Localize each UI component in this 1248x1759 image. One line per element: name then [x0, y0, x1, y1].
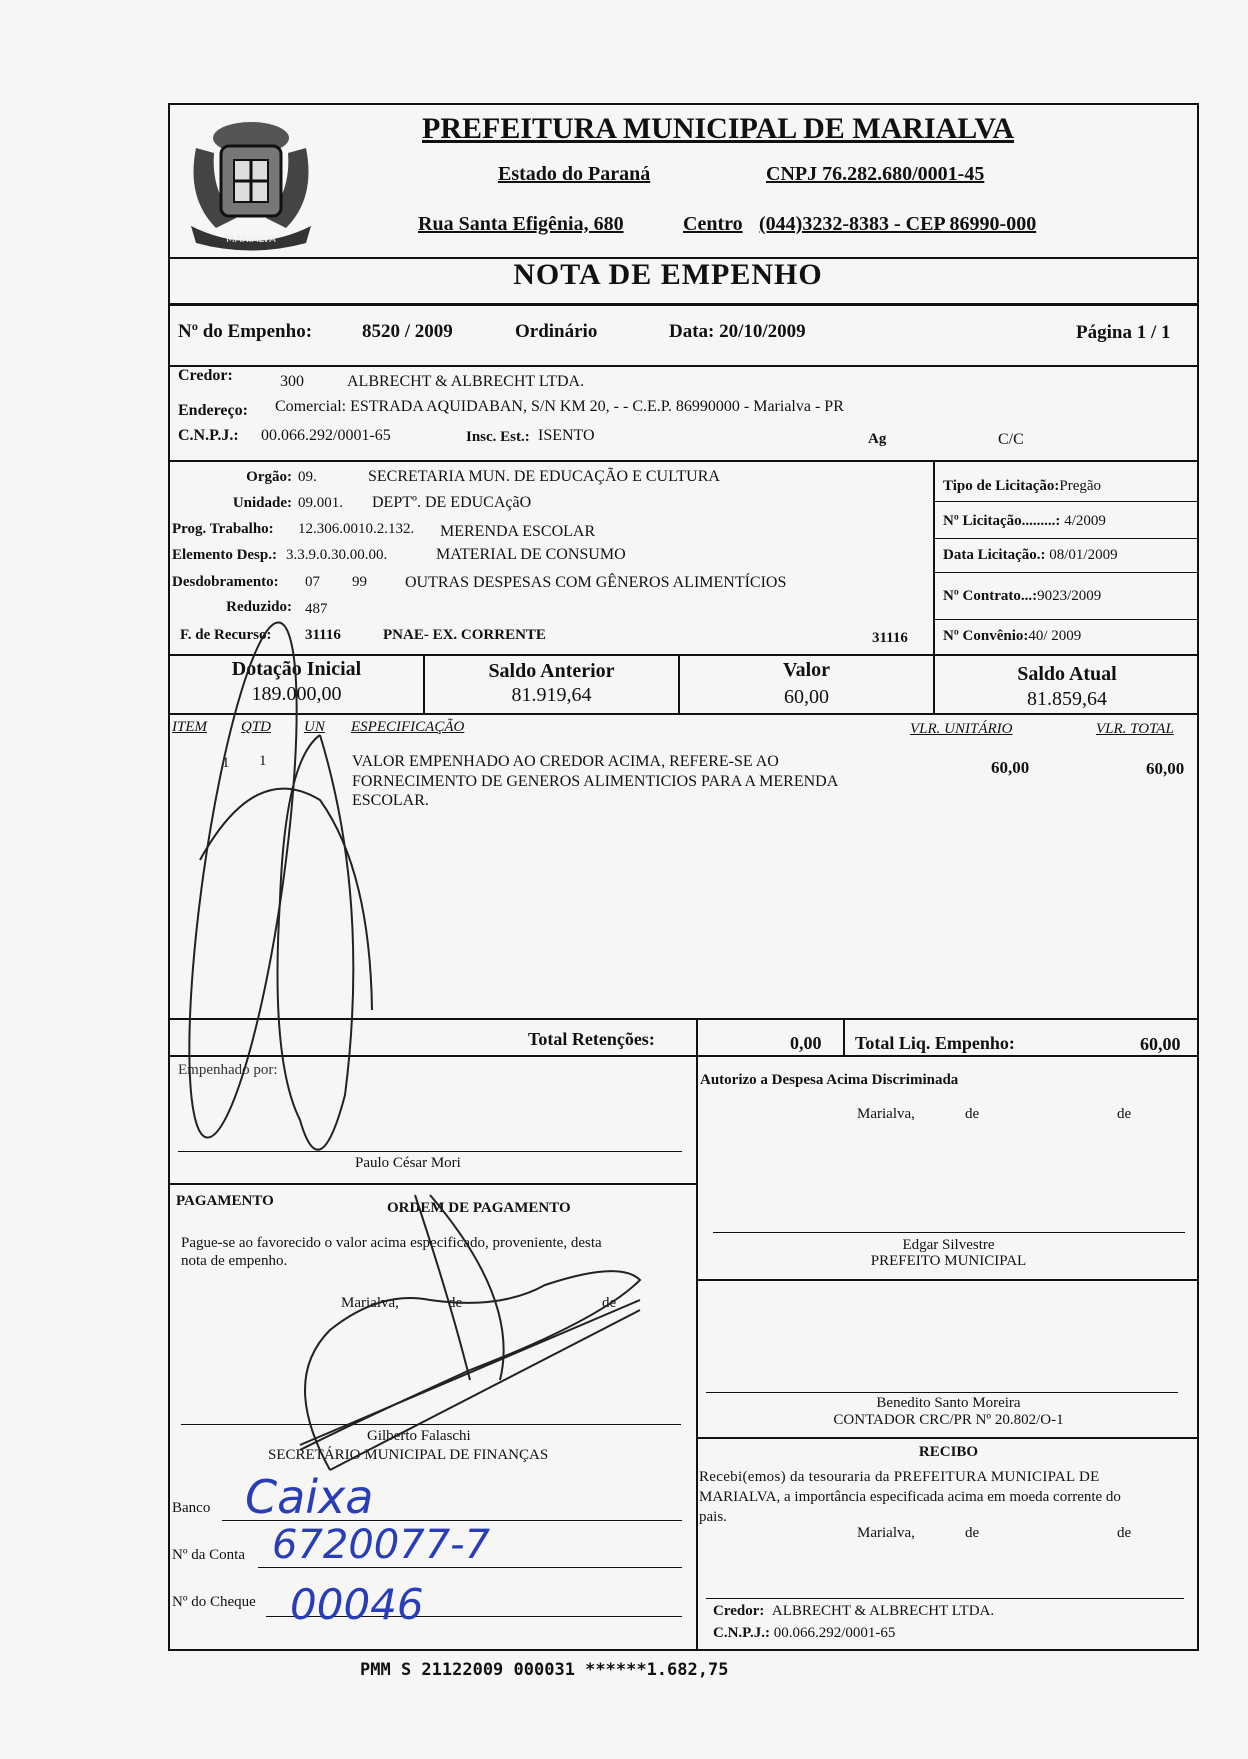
- empenho-number-label: Nº do Empenho:: [178, 321, 313, 342]
- pagamento-de2: de: [602, 1295, 617, 1311]
- licitacao-numero: Nº Licitação.........: 4/2009: [943, 513, 1106, 529]
- recibo-place: Marialva,: [857, 1525, 915, 1541]
- desdob-name: OUTRAS DESPESAS COM GÊNEROS ALIMENTÍCIOS: [405, 574, 787, 591]
- conta-handwritten: 6720077-7: [272, 1522, 491, 1568]
- col-total-price: VLR. TOTAL: [1096, 721, 1174, 737]
- autorizo-text: Autorizo a Despesa Acima Discriminada: [700, 1072, 959, 1088]
- pagamento-de1: de: [448, 1295, 463, 1311]
- credor-cnpj-label: C.N.P.J.:: [178, 427, 239, 444]
- desdob-label: Desdobramento:: [172, 574, 279, 590]
- svg-text:MARIALVA: MARIALVA: [226, 234, 276, 245]
- saldo-atual-value: 81.859,64: [1027, 688, 1107, 710]
- recurso-code2: 31116: [872, 630, 908, 646]
- autorizo-de2: de: [1117, 1106, 1132, 1122]
- state-name: Estado do Paraná: [498, 163, 651, 185]
- recibo-line3: pais.: [699, 1509, 727, 1525]
- secretario-name: Gilberto Falaschi: [367, 1428, 471, 1444]
- ag-label: Ag: [868, 431, 887, 447]
- pagamento-title: PAGAMENTO: [176, 1193, 274, 1209]
- elemento-label: Elemento Desp.:: [172, 547, 277, 563]
- empenho-type: Ordinário: [515, 321, 598, 342]
- header-phone-cep: (044)3232-8383 - CEP 86990-000: [759, 213, 1037, 235]
- retencoes-label: Total Retenções:: [528, 1029, 655, 1049]
- recibo-title: RECIBO: [918, 1444, 979, 1460]
- item-total-price: 60,00: [1146, 759, 1185, 778]
- cheque-handwritten: 00046: [290, 1580, 424, 1629]
- saldo-anterior-value: 81.919,64: [511, 684, 592, 706]
- orgao-code: 09.: [298, 469, 317, 485]
- orgao-name: SECRETARIA MUN. DE EDUCAÇÃO E CULTURA: [368, 468, 720, 485]
- banco-handwritten: Caixa: [245, 1470, 374, 1524]
- footer-stamp: PMM S 21122009 000031 ******1.682,75: [360, 1660, 729, 1680]
- valor-value: 60,00: [784, 686, 829, 708]
- cc-label: C/C: [998, 431, 1024, 448]
- recibo-cnpj: C.N.P.J.: 00.066.292/0001-65: [713, 1625, 896, 1641]
- col-unit-price: VLR. UNITÁRIO: [910, 721, 1013, 737]
- item-spec-line3: ESCOLAR.: [352, 792, 429, 809]
- recibo-line1: Recebi(emos) da tesouraria da PREFEITURA MUNICIPAL DE: [699, 1469, 1100, 1485]
- cheque-label: Nº do Cheque: [172, 1594, 256, 1610]
- retencoes-value: 0,00: [790, 1033, 822, 1053]
- endereco-label: Endereço:: [178, 402, 248, 419]
- item-number: 1: [222, 755, 230, 771]
- item-qty: 1: [259, 753, 267, 769]
- saldo-anterior-label: Saldo Anterior: [488, 660, 615, 682]
- item-spec-line2: FORNECIMENTO DE GENEROS ALIMENTICIOS PARA A MERENDA: [352, 773, 839, 790]
- desdob-code2: 99: [352, 574, 367, 590]
- prefeito-name: Edgar Silvestre: [902, 1237, 995, 1253]
- empenho-date: Data: 20/10/2009: [669, 321, 806, 342]
- licitacao-tipo-label: Tipo de Licitação:Pregão: [943, 478, 1102, 494]
- empenho-number: 8520 / 2009: [362, 321, 453, 342]
- recurso-label: F. de Recurso:: [180, 627, 272, 643]
- banco-label: Banco: [172, 1500, 211, 1516]
- item-spec-line1: VALOR EMPENHADO AO CREDOR ACIMA, REFERE-SE AO: [352, 753, 779, 770]
- insc-value: ISENTO: [538, 427, 595, 444]
- endereco-value: Comercial: ESTRADA AQUIDABAN, S/N KM 20, - - C.E.P. 86990000 - Marialva - PR: [275, 398, 844, 415]
- dotacao-value: 189.000,00: [251, 683, 342, 705]
- convenio-numero: Nº Convênio:40/ 2009: [943, 628, 1082, 644]
- liq-value: 60,00: [1140, 1034, 1181, 1054]
- header-cnpj: CNPJ 76.282.680/0001-45: [766, 163, 985, 185]
- col-un: UN: [304, 719, 325, 735]
- desdob-code1: 07: [305, 574, 320, 590]
- header-address: Rua Santa Efigênia, 680: [418, 213, 624, 235]
- contador-name: Benedito Santo Moreira: [876, 1395, 1021, 1411]
- autorizo-de1: de: [965, 1106, 980, 1122]
- contador-title: CONTADOR CRC/PR Nº 20.802/O-1: [833, 1412, 1064, 1428]
- pagamento-place: Marialva,: [341, 1295, 399, 1311]
- elemento-code: 3.3.9.0.30.00.00.: [286, 547, 388, 563]
- reduzido-value: 487: [305, 601, 328, 617]
- ordem-title: ORDEM DE PAGAMENTO: [387, 1200, 571, 1216]
- page-number: Página 1 / 1: [1076, 322, 1171, 343]
- col-item: ITEM: [172, 719, 207, 735]
- credor-cnpj-value: 00.066.292/0001-65: [261, 427, 391, 444]
- liq-label: Total Liq. Empenho:: [855, 1033, 1015, 1053]
- unidade-label: Unidade:: [232, 495, 292, 511]
- pague-line2: nota de empenho.: [181, 1253, 288, 1269]
- prog-name: MERENDA ESCOLAR: [440, 523, 596, 540]
- prog-code: 12.306.0010.2.132.: [298, 521, 415, 537]
- col-qtd: QTD: [241, 719, 272, 735]
- valor-label: Valor: [782, 659, 831, 681]
- empenhado-name: Paulo César Mori: [355, 1155, 461, 1171]
- item-unit-price: 60,00: [991, 758, 1030, 777]
- orgao-label: Orgão:: [246, 469, 292, 485]
- unidade-name: DEPTº. DE EDUCAçãO: [372, 494, 532, 511]
- recibo-de2: de: [1117, 1525, 1132, 1541]
- header-district: Centro: [683, 213, 743, 235]
- credor-label: Credor:: [178, 367, 233, 384]
- licitacao-data: Data Licitação.: 08/01/2009: [943, 547, 1118, 563]
- credor-code: 300: [280, 373, 304, 390]
- pague-line1: Pague-se ao favorecido o valor acima especificado, proveniente, desta: [181, 1235, 602, 1251]
- autorizo-place: Marialva,: [857, 1106, 915, 1122]
- recibo-de1: de: [965, 1525, 980, 1541]
- secretario-title: SECRETÁRIO MUNICIPAL DE FINANÇAS: [268, 1447, 549, 1463]
- elemento-name: MATERIAL DE CONSUMO: [436, 546, 626, 563]
- municipality-title: PREFEITURA MUNICIPAL DE MARIALVA: [422, 112, 1015, 145]
- col-spec: ESPECIFICAÇÃO: [351, 719, 465, 735]
- recurso-name: PNAE- EX. CORRENTE: [383, 627, 546, 643]
- insc-label: Insc. Est.:: [466, 429, 530, 445]
- empenhado-label: Empenhado por:: [178, 1062, 278, 1078]
- contrato-numero: Nº Contrato...:9023/2009: [943, 588, 1102, 604]
- recibo-line2: MARIALVA, a importância especificada acima em moeda corrente do: [699, 1489, 1121, 1505]
- saldo-atual-label: Saldo Atual: [1017, 663, 1117, 685]
- conta-label: Nº da Conta: [172, 1547, 245, 1563]
- recurso-code: 31116: [305, 627, 341, 643]
- document-title: NOTA DE EMPENHO: [513, 258, 823, 291]
- prefeito-title: PREFEITO MUNICIPAL: [870, 1253, 1027, 1269]
- prog-label: Prog. Trabalho:: [172, 521, 274, 537]
- reduzido-label: Reduzido:: [226, 599, 292, 615]
- credor-name: ALBRECHT & ALBRECHT LTDA.: [347, 373, 585, 390]
- dotacao-label: Dotação Inicial: [231, 658, 362, 680]
- unidade-code: 09.001.: [298, 495, 343, 511]
- recibo-credor: Credor: ALBRECHT & ALBRECHT LTDA.: [713, 1603, 995, 1619]
